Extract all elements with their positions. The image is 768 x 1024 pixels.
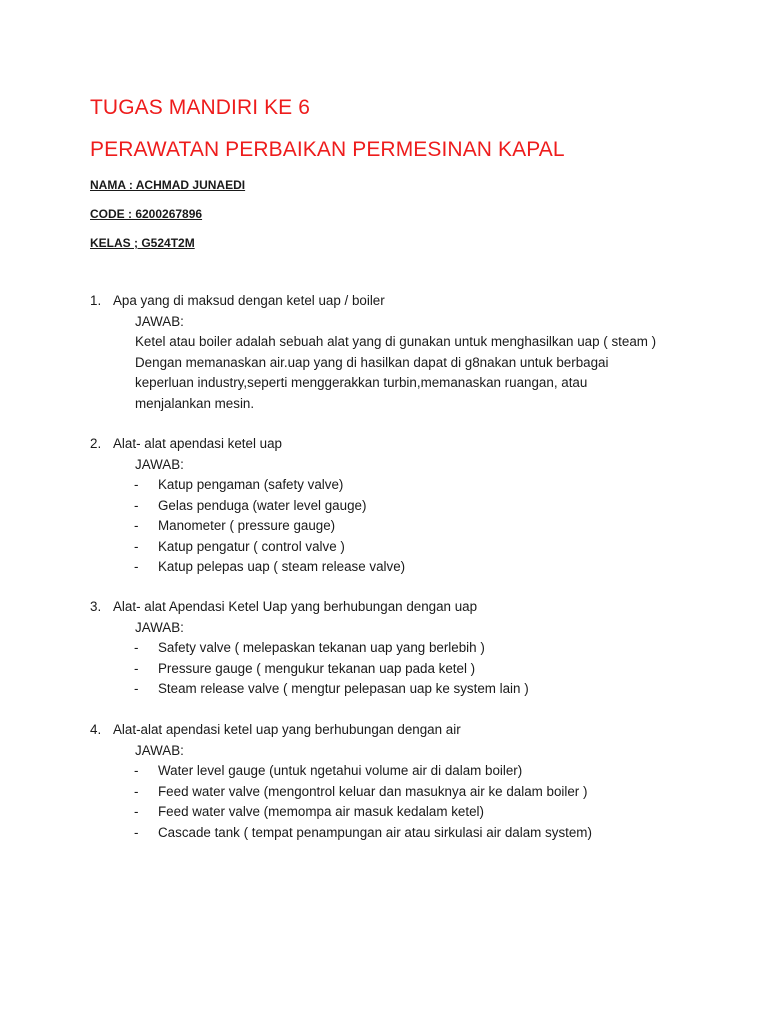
question-number: 3. bbox=[90, 599, 102, 614]
list-item bbox=[90, 802, 710, 823]
answer-line: keperluan industry,seperti menggerakkan turbin,memanaskan ruangan, atau bbox=[135, 375, 588, 390]
title-line-2: PERAWATAN PERBAIKAN PERMESINAN KAPAL bbox=[90, 138, 565, 161]
question-1 bbox=[90, 291, 710, 414]
list-item-text: Water level gauge (untuk ngetahui volume air di dalam boiler) bbox=[158, 763, 523, 778]
answer-line: Ketel atau boiler adalah sebuah alat yang di gunakan untuk menghasilkan uap ( steam ) bbox=[135, 334, 657, 349]
bullet-dash: - bbox=[134, 824, 139, 840]
answer-label: JAWAB: bbox=[135, 742, 184, 758]
answer-label: JAWAB: bbox=[135, 456, 184, 472]
list-item bbox=[90, 761, 710, 782]
list-item bbox=[90, 823, 710, 844]
question-text: Alat- alat Apendasi Ketel Uap yang berhubungan dengan uap bbox=[113, 599, 478, 614]
bullet-dash: - bbox=[134, 497, 139, 513]
question-3 bbox=[90, 597, 710, 700]
list-item bbox=[90, 496, 710, 517]
question-text: Alat- alat apendasi ketel uap bbox=[113, 436, 282, 451]
question-number: 2. bbox=[90, 436, 102, 451]
bullet-dash: - bbox=[134, 681, 139, 696]
answer-label: JAWAB: bbox=[135, 313, 184, 329]
answer-line: menjalankan mesin. bbox=[135, 395, 255, 411]
student-name: NAMA : ACHMAD JUNAEDI bbox=[90, 178, 246, 192]
list-item-text: Manometer ( pressure gauge) bbox=[158, 518, 336, 533]
list-item-text: Pressure gauge ( mengukur tekanan uap pada ketel ) bbox=[158, 660, 476, 676]
bullet-dash: - bbox=[134, 518, 139, 533]
list-item-text: Cascade tank ( tempat penampungan air atau sirkulasi air dalam system) bbox=[158, 824, 592, 840]
list-item-text: Steam release valve ( mengtur pelepasan uap ke system lain ) bbox=[158, 681, 529, 696]
bullet-dash: - bbox=[134, 559, 139, 574]
answer-paragraph bbox=[90, 332, 695, 414]
list-item-text: Gelas penduga (water level gauge) bbox=[158, 497, 367, 513]
list-item bbox=[90, 638, 710, 659]
question-heading bbox=[90, 291, 710, 312]
list-item bbox=[90, 516, 710, 537]
title-line-1: TUGAS MANDIRI KE 6 bbox=[90, 96, 311, 119]
question-number: 4. bbox=[90, 722, 102, 737]
list-item-text: Safety valve ( melepaskan tekanan uap yang berlebih ) bbox=[158, 640, 485, 655]
answer-list bbox=[90, 638, 710, 700]
answer-label: JAWAB: bbox=[135, 619, 184, 635]
list-item bbox=[90, 537, 710, 558]
list-item bbox=[90, 475, 710, 496]
question-4 bbox=[90, 720, 710, 843]
answer-list bbox=[90, 761, 710, 843]
bullet-dash: - bbox=[134, 763, 139, 778]
bullet-dash: - bbox=[134, 640, 139, 655]
bullet-dash: - bbox=[134, 804, 139, 819]
question-text: Apa yang di maksud dengan ketel uap / boiler bbox=[113, 293, 385, 308]
question-number: 1. bbox=[90, 293, 102, 308]
list-item-text: Katup pengaman (safety valve) bbox=[158, 477, 344, 492]
answer-line: Dengan memanaskan air.uap yang di hasilkan dapat di g8nakan untuk berbagai bbox=[135, 354, 609, 370]
bullet-dash: - bbox=[134, 783, 139, 799]
list-item bbox=[90, 557, 710, 578]
question-heading bbox=[90, 720, 710, 741]
list-item-text: Feed water valve (memompa air masuk kedalam ketel) bbox=[158, 804, 484, 819]
question-heading bbox=[90, 434, 710, 455]
list-item-text: Katup pengatur ( control valve ) bbox=[158, 538, 345, 554]
list-item bbox=[90, 782, 710, 803]
student-code: CODE : 6200267896 bbox=[90, 207, 203, 221]
answer-list bbox=[90, 475, 710, 578]
bullet-dash: - bbox=[134, 660, 139, 676]
list-item bbox=[90, 679, 710, 700]
student-class: KELAS ; G524T2M bbox=[90, 236, 195, 250]
question-text: Alat-alat apendasi ketel uap yang berhubungan dengan air bbox=[113, 722, 461, 737]
question-heading bbox=[90, 597, 710, 618]
list-item bbox=[90, 659, 710, 680]
bullet-dash: - bbox=[134, 538, 139, 554]
list-item-text: Feed water valve (mengontrol keluar dan masuknya air ke dalam boiler ) bbox=[158, 783, 588, 799]
bullet-dash: - bbox=[134, 477, 139, 492]
list-item-text: Katup pelepas uap ( steam release valve) bbox=[158, 559, 406, 574]
question-2 bbox=[90, 434, 710, 578]
